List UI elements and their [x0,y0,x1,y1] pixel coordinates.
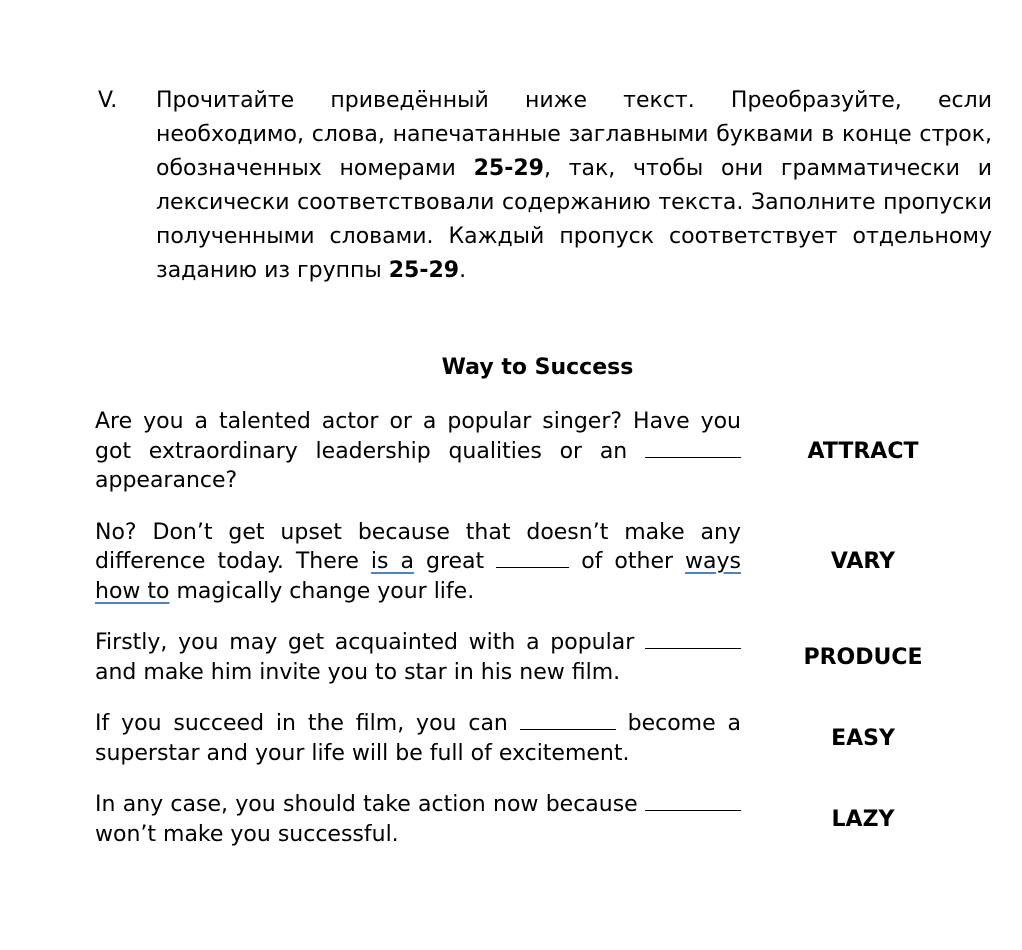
task-range-1: 25-29 [473,156,544,181]
row-text [95,518,741,607]
row-text [95,407,741,496]
exercise-row [95,628,945,687]
row-text-after: magically change your life. [169,578,475,604]
exercise-row [95,790,945,849]
task-text-part2: , так, чтобы они грамматически и лексически соответствовали содержанию текста. Заполните пропуски полученными словами. Каждый пропуск соответствует отдельному заданию из группы [156,156,993,283]
exercise-row [95,709,945,768]
row-text [95,790,741,849]
row-text-before: In any case, you should take action now because [95,792,645,817]
answer-blank[interactable] [645,647,741,649]
task-text-part3: . [459,258,467,283]
answer-blank[interactable] [520,728,616,730]
row-text-after: become a superstar and your life will be full of excitement. [95,711,741,766]
row-text-after: won’t make you successful. [95,821,399,847]
row-text-before: No? Don’t get upset because that doesn’t make any difference today. There [95,519,741,574]
answer-blank[interactable] [645,809,741,811]
row-text-before: Are you a talented actor or a popular singer? Have you got extraordinary leadership qualities or an [95,409,741,464]
answer-blank[interactable] [645,456,741,458]
row-text-before: If you succeed in the film, you can [95,711,520,736]
row-text-middle: great [413,549,497,574]
exercise-rows [95,407,945,871]
task-text-part1: Прочитайте приведённый ниже текст. Преобразуйте, если необходимо, слова, напечатанные заглавными буквами в конце строк, обозначенных номерами [156,88,992,181]
row-text-after: appearance? [95,468,238,493]
row-text-middle: of other [569,549,686,574]
row-text [95,628,741,687]
key-word: ATTRACT [807,438,919,464]
task-text [156,84,992,288]
underlined-text: is a [370,549,414,574]
row-text [95,709,741,768]
key-word: PRODUCE [803,645,923,670]
task-range-2: 25-29 [388,258,460,283]
exercise-row [95,407,945,496]
task-number: V. [98,88,118,113]
key-word: VARY [830,549,896,575]
exercise-row [95,518,945,607]
text-title: Way to Success [441,355,634,380]
row-text-before: Firstly, you may get acquainted with a popular [95,630,645,655]
answer-blank[interactable] [496,566,569,568]
key-word: LAZY [831,807,895,832]
underlined-text: ways how to [95,549,742,604]
key-word: EASY [831,726,895,751]
row-text-after: and make him invite you to star in his new film. [95,659,621,685]
